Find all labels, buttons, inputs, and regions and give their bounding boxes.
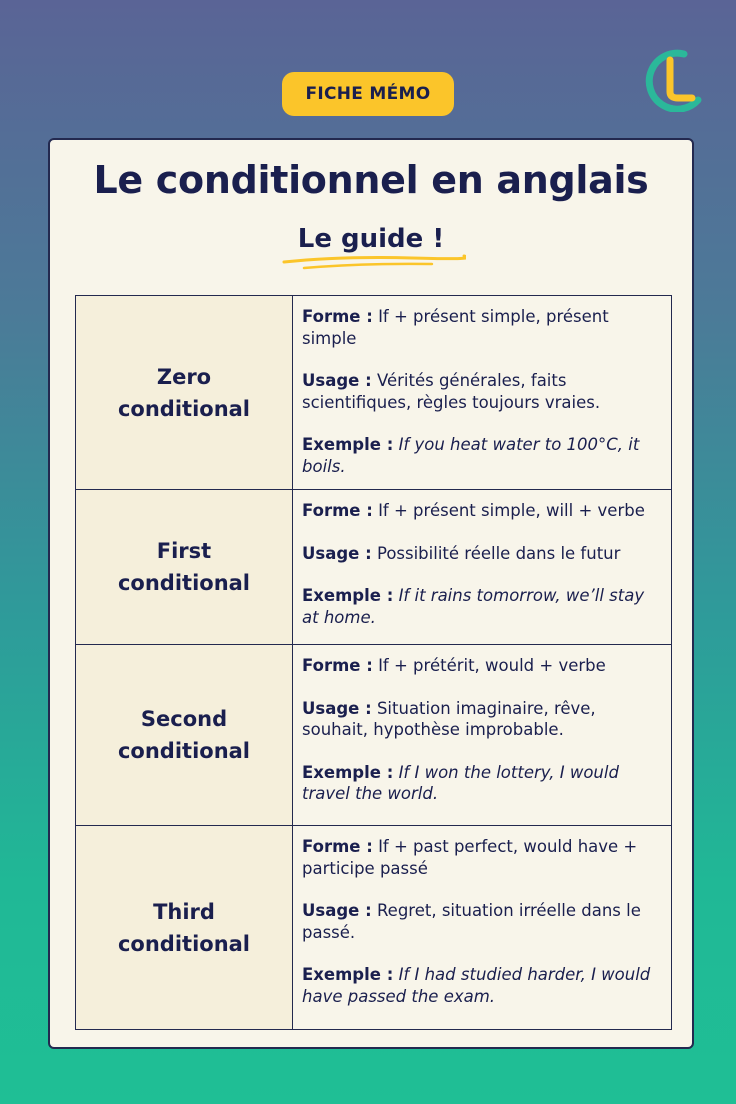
subtitle-underline — [282, 252, 466, 272]
exemple-text: If you heat water to 100°C, it boils. — [302, 435, 640, 476]
forme-entry — [302, 836, 663, 879]
conditional-label — [76, 490, 293, 645]
memo-card — [48, 138, 694, 1049]
exemple-key: Exemple : — [302, 435, 394, 454]
exemple-entry — [302, 964, 663, 1007]
label-line: Third — [153, 899, 215, 924]
exemple-entry — [302, 762, 663, 805]
label-line: conditional — [117, 739, 251, 763]
exemple-key: Exemple : — [302, 762, 394, 782]
forme-text: If + past perfect, would have + participe passé — [302, 837, 638, 878]
forme-entry — [302, 306, 663, 349]
conditional-label — [76, 645, 293, 826]
table-row — [76, 490, 672, 645]
exemple-entry — [302, 434, 663, 477]
label-line: First — [156, 539, 212, 563]
usage-entry — [302, 698, 663, 741]
usage-text: Situation imaginaire, rêve, souhait, hypothèse improbable. — [302, 698, 596, 739]
table-row — [76, 826, 672, 1030]
forme-entry — [302, 655, 663, 677]
usage-text: Regret, situation irréelle dans le passé. — [302, 901, 641, 942]
forme-key: Forme : — [302, 307, 373, 326]
forme-text: If + présent simple, présent simple — [302, 307, 609, 348]
table-row — [76, 296, 672, 490]
conditional-details — [293, 296, 672, 490]
fiche-memo-badge: FICHE MÉMO — [282, 72, 454, 116]
forme-entry — [302, 500, 663, 522]
exemple-entry — [302, 585, 663, 628]
conditional-details — [293, 826, 672, 1030]
exemple-key: Exemple : — [302, 965, 394, 984]
usage-entry — [302, 370, 663, 413]
label-line: conditional — [117, 571, 251, 595]
usage-entry — [302, 543, 663, 565]
label-line: conditional — [117, 396, 251, 421]
forme-text: If + prétérit, would + verbe — [378, 656, 606, 675]
exemple-text: If it rains tomorrow, we’ll stay at home. — [302, 586, 645, 627]
conditional-label — [76, 826, 293, 1030]
exemple-text: If I had studied harder, I would have passed the exam. — [302, 965, 651, 1006]
exemple-text: If I won the lottery, I would travel the world. — [302, 762, 619, 803]
conditionals-table — [75, 295, 672, 1030]
usage-key: Usage : — [302, 698, 372, 718]
usage-entry — [302, 900, 663, 943]
usage-text: Possibilité réelle dans le futur — [376, 543, 621, 563]
page-subtitle: Le guide ! — [297, 224, 445, 254]
usage-key: Usage : — [302, 543, 372, 563]
conditional-details — [293, 490, 672, 645]
usage-key: Usage : — [302, 371, 372, 390]
page-title: Le conditionnel en anglais — [93, 158, 649, 202]
lc-logo-icon — [640, 46, 704, 112]
forme-key: Forme : — [302, 501, 373, 520]
table-row — [76, 645, 672, 826]
conditional-details — [293, 645, 672, 826]
label-line: Second — [140, 707, 228, 731]
conditional-label — [76, 296, 293, 490]
usage-key: Usage : — [302, 901, 372, 920]
forme-key: Forme : — [302, 837, 373, 856]
usage-text: Vérités générales, faits scientifiques, règles toujours vraies. — [302, 371, 601, 412]
label-line: conditional — [117, 931, 251, 956]
forme-key: Forme : — [302, 656, 373, 675]
forme-text: If + présent simple, will + verbe — [378, 501, 645, 520]
exemple-key: Exemple : — [302, 586, 394, 605]
label-line: Zero — [156, 364, 212, 389]
